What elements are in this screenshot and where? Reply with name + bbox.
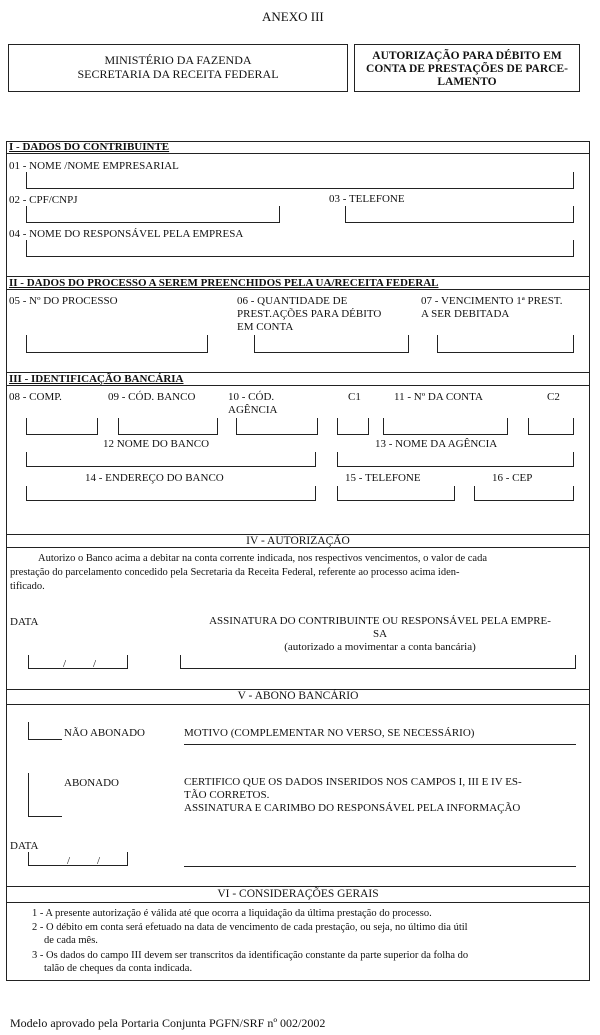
section-6-title: VI - CONSIDERAÇÕES GERAIS bbox=[217, 888, 379, 900]
v-signature-line[interactable] bbox=[184, 866, 576, 867]
field-02-input[interactable] bbox=[26, 206, 280, 223]
field-11-input[interactable] bbox=[383, 418, 508, 435]
field-15-label: 15 - TELEFONE bbox=[345, 472, 421, 484]
iv-date-label: DATA bbox=[10, 616, 39, 628]
field-10-input[interactable] bbox=[236, 418, 318, 435]
note-1: 1 - A presente autorização é válida até que ocorra a liquidação da última prestação do processo. bbox=[32, 908, 432, 919]
field-c2-input[interactable] bbox=[528, 418, 574, 435]
motivo-label: MOTIVO (COMPLEMENTAR NO VERSO, SE NECESSÁRIO) bbox=[184, 727, 475, 739]
field-13-label: 13 - NOME DA AGÊNCIA bbox=[375, 438, 498, 450]
v-date-label: DATA bbox=[10, 840, 39, 852]
authorization-text-line3: tificado. bbox=[10, 581, 45, 592]
field-03-input[interactable] bbox=[345, 206, 574, 223]
form-title-box bbox=[354, 44, 580, 92]
field-c1-input[interactable] bbox=[337, 418, 369, 435]
field-04-input[interactable] bbox=[26, 240, 574, 257]
footer-text: Modelo aprovado pela Portaria Conjunta PGFN/SRF nº 002/2002 bbox=[10, 1016, 326, 1030]
field-06-label-line3: EM CONTA bbox=[237, 321, 294, 333]
field-07-input[interactable] bbox=[437, 335, 574, 353]
field-07-label-line2: A SER DEBITADA bbox=[421, 308, 510, 320]
ministry-line1: MINISTÉRIO DA FAZENDA bbox=[104, 53, 252, 67]
note-2-line1: 2 - O débito em conta será efetuado na data de vencimento de cada prestação, ou seja, no último dia útil bbox=[32, 922, 468, 933]
form-title-line2: CONTA DE PRESTAÇÕES DE PARCE- bbox=[366, 63, 568, 75]
field-02-label: 02 - CPF/CNPJ bbox=[9, 194, 78, 206]
section-3-title: III - IDENTIFICAÇÃO BANCÁRIA bbox=[9, 373, 184, 385]
field-01-input[interactable] bbox=[26, 172, 574, 189]
field-01-label: 01 - NOME /NOME EMPRESARIAL bbox=[9, 160, 179, 172]
iv-signature-line2: SA bbox=[372, 628, 388, 640]
form-title-line3: LAMENTO bbox=[437, 76, 497, 88]
iv-signature-caption bbox=[180, 615, 580, 654]
section-4-title: IV - AUTORIZAÇÃO bbox=[246, 535, 350, 547]
field-06-label bbox=[237, 295, 381, 334]
note-3 bbox=[32, 949, 468, 975]
abonado-label: ABONADO bbox=[64, 777, 119, 789]
field-08-input[interactable] bbox=[26, 418, 98, 435]
authorization-text bbox=[10, 552, 585, 594]
field-12-label: 12 NOME DO BANCO bbox=[103, 438, 210, 450]
field-16-label: 16 - CEP bbox=[492, 472, 533, 484]
section-1-title: I - DADOS DO CONTRIBUINTE bbox=[9, 141, 170, 153]
field-10-label-line1: 10 - CÓD. bbox=[228, 391, 275, 403]
field-09-input[interactable] bbox=[118, 418, 218, 435]
iv-signature-line3: (autorizado a movimentar a conta bancária) bbox=[284, 641, 476, 653]
iv-date-sep1: / bbox=[63, 658, 67, 670]
certificate-text bbox=[184, 776, 522, 815]
note-2-line2: de cada mês. bbox=[44, 935, 98, 946]
field-16-input[interactable] bbox=[474, 486, 574, 501]
field-08-label: 08 - COMP. bbox=[9, 391, 62, 403]
field-14-label: 14 - ENDEREÇO DO BANCO bbox=[85, 472, 224, 484]
nao-abonado-label: NÃO ABONADO bbox=[64, 727, 145, 739]
iv-signature-input[interactable] bbox=[180, 655, 576, 669]
field-05-label: 05 - Nº DO PROCESSO bbox=[9, 295, 118, 307]
field-10-label-line2: AGÊNCIA bbox=[228, 404, 278, 416]
iv-date-sep2: / bbox=[93, 658, 97, 670]
iv-date-input[interactable] bbox=[28, 655, 128, 669]
form-title-line1: AUTORIZAÇÃO PARA DÉBITO EM bbox=[372, 50, 562, 62]
field-11-label: 11 - Nº DA CONTA bbox=[394, 391, 483, 403]
motivo-line[interactable] bbox=[184, 744, 576, 745]
note-3-line1: 3 - Os dados do campo III devem ser transcritos da identificação constante da parte superior da folha do bbox=[32, 950, 469, 961]
certificate-line3: ASSINATURA E CARIMBO DO RESPONSÁVEL PELA INFORMAÇÃO bbox=[184, 802, 521, 814]
field-05-input[interactable] bbox=[26, 335, 208, 353]
annex-title: ANEXO III bbox=[262, 9, 324, 24]
certificate-line1: CERTIFICO QUE OS DADOS INSERIDOS NOS CAMPOS I, III E IV ES- bbox=[184, 776, 522, 788]
section-2-title: II - DADOS DO PROCESSO A SEREM PREENCHIDOS PELA UA/RECEITA FEDERAL bbox=[9, 277, 439, 289]
iv-signature-line1: ASSINATURA DO CONTRIBUINTE OU RESPONSÁVEL PELA EMPRE- bbox=[209, 615, 551, 627]
field-07-label bbox=[421, 295, 562, 321]
field-12-input[interactable] bbox=[26, 452, 316, 467]
field-06-label-line1: 06 - QUANTIDADE DE bbox=[237, 295, 348, 307]
field-07-label-line1: 07 - VENCIMENTO 1ª PREST. bbox=[421, 295, 563, 307]
field-10-label bbox=[228, 391, 278, 417]
field-c1-label: C1 bbox=[348, 391, 361, 403]
authorization-text-line2: prestação do parcelamento concedido pela Secretaria da Receita Federal, referente ao processo acima iden- bbox=[10, 567, 460, 578]
abonado-checkbox[interactable] bbox=[28, 773, 62, 817]
ministry-box bbox=[8, 44, 348, 92]
authorization-text-line1: Autorizo o Banco acima a debitar na conta corrente indicada, nos respectivos vencimentos, o valor de cada bbox=[38, 553, 487, 564]
v-date-sep1: / bbox=[67, 855, 71, 867]
field-c2-label: C2 bbox=[547, 391, 560, 403]
note-2 bbox=[32, 921, 468, 947]
ministry-line2: SECRETARIA DA RECEITA FEDERAL bbox=[77, 67, 279, 81]
v-date-input[interactable] bbox=[28, 852, 128, 866]
field-14-input[interactable] bbox=[26, 486, 316, 501]
field-13-input[interactable] bbox=[337, 452, 574, 467]
v-date-sep2: / bbox=[97, 855, 101, 867]
field-09-label: 09 - CÓD. BANCO bbox=[108, 391, 196, 403]
section-5-title: V - ABONO BANCÁRIO bbox=[237, 690, 359, 702]
field-06-input[interactable] bbox=[254, 335, 409, 353]
certificate-line2: TÃO CORRETOS. bbox=[184, 789, 270, 801]
field-06-label-line2: PREST.AÇÕES PARA DÉBITO bbox=[237, 308, 382, 320]
note-3-line2: talão de cheques da conta indicada. bbox=[44, 963, 193, 974]
field-03-label: 03 - TELEFONE bbox=[329, 193, 405, 205]
field-15-input[interactable] bbox=[337, 486, 455, 501]
field-04-label: 04 - NOME DO RESPONSÁVEL PELA EMPRESA bbox=[9, 228, 244, 240]
nao-abonado-checkbox[interactable] bbox=[28, 722, 62, 740]
